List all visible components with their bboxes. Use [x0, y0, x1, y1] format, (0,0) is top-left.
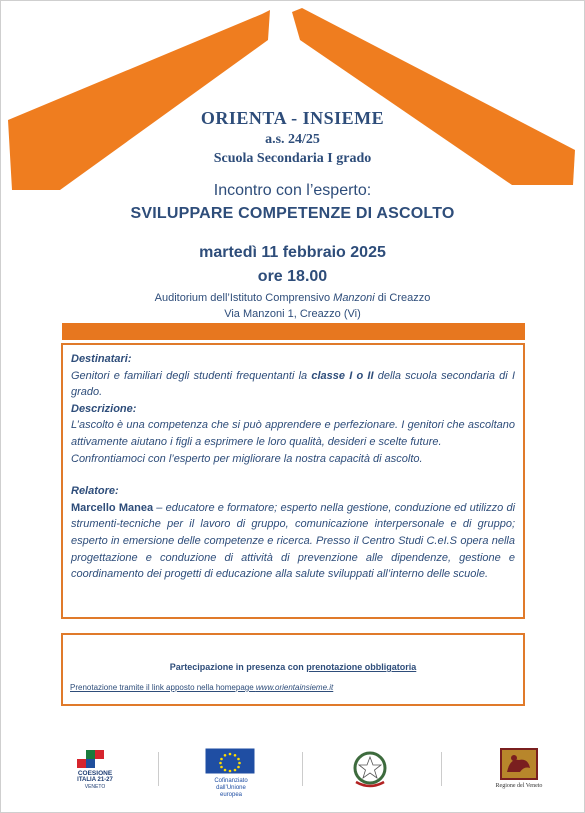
coesione-mark-icon — [72, 748, 118, 770]
orange-divider-bar — [62, 323, 525, 340]
meeting-heading: Incontro con l’esperto: — [213, 182, 372, 199]
speaker-name: Marcello Manea — [71, 501, 154, 514]
description-text: L’ascolto è una competenza che si può apprendere e perfezionare. I genitori che ascoltano attivamente aiutano i figli a esprimere le loro qualità, desideri e scelte future. — [71, 419, 515, 448]
website-link[interactable]: www.orientainsieme.it — [255, 683, 334, 692]
venue-suffix: di Creazzo — [374, 292, 431, 304]
footer-separator — [158, 752, 159, 786]
recipients-text — [71, 368, 515, 401]
recipients-class: classe I o II — [311, 369, 374, 382]
coesione-line3: VENETO — [84, 784, 106, 790]
eu-flag-icon — [205, 748, 255, 774]
eu-logo — [205, 748, 257, 798]
description-label: Descrizione: — [71, 402, 137, 415]
speaker-label: Relatore: — [71, 485, 119, 498]
description-invite: Confrontiamoci con l’esperto per migliorare la nostra capacità di ascolto. — [71, 452, 423, 465]
regione-veneto-logo — [492, 748, 546, 794]
venue-name: Manzoni — [333, 292, 375, 304]
recipients-pre: Genitori e familiari degli studenti frequentanti la — [71, 369, 312, 382]
recipients-post: della scuola secondaria di I grado. — [71, 369, 515, 399]
attendance-line — [63, 662, 523, 672]
details-box — [61, 343, 525, 619]
event-date: martedì 11 febbraio 2025 — [199, 244, 386, 261]
eu-line2: dall’Unione europea — [216, 785, 246, 798]
roof-graphic — [0, 0, 585, 200]
speaker-text — [71, 500, 515, 583]
regione-caption: Regione del Veneto — [495, 783, 543, 789]
spacer — [71, 467, 515, 483]
meeting-topic: SVILUPPARE COMPETENZE DI ASCOLTO — [130, 205, 455, 222]
school-level: Scuola Secondaria I grado — [213, 151, 372, 166]
footer-separator — [302, 752, 303, 786]
reservation-link[interactable]: prenotazione obbligatoria — [306, 662, 417, 672]
booking-box — [61, 633, 525, 706]
lion-of-st-mark-icon — [492, 748, 546, 780]
project-title: ORIENTA - INSIEME — [200, 108, 385, 128]
booking-line — [70, 683, 333, 692]
event-venue — [0, 292, 585, 304]
emblem-icon — [350, 748, 390, 792]
event-address: Via Manzoni 1, Creazzo (Vi) — [224, 308, 361, 320]
footer-separator — [441, 752, 442, 786]
coesione-logo — [72, 748, 118, 794]
venue-prefix: Auditorium dell’Istituto Comprensivo — [154, 292, 334, 304]
eu-line1: Cofinanziato — [214, 778, 248, 784]
attendance-text: Partecipazione in presenza con — [169, 662, 307, 672]
coesione-line2: ITALIA 21-27 — [77, 777, 113, 783]
event-time: ore 18.00 — [257, 268, 328, 285]
coesione-line1: COESIONE — [77, 770, 113, 777]
italian-republic-emblem — [350, 748, 390, 792]
recipients-label: Destinatari: — [71, 353, 132, 365]
school-year: a.s. 24/25 — [265, 132, 320, 147]
booking-text: Prenotazione tramite il link apposto nella homepage — [70, 683, 256, 692]
speaker-bio: – educatore e formatore; esperto nella gestione, conduzione ed utilizzo di strumenti-tecniche per il lavoro di gruppo, comunicazione interpersonale e di gruppo; esperto in emersione delle competenze e ricerca. Presso il Centro Studi C.eI.S opera nella progettazione e conduzione di attività di prevenzione alle dipendenze, gestione e coordinamento dei progetti di educazione alla salute sviluppati all’interno delle scuole. — [71, 501, 516, 581]
